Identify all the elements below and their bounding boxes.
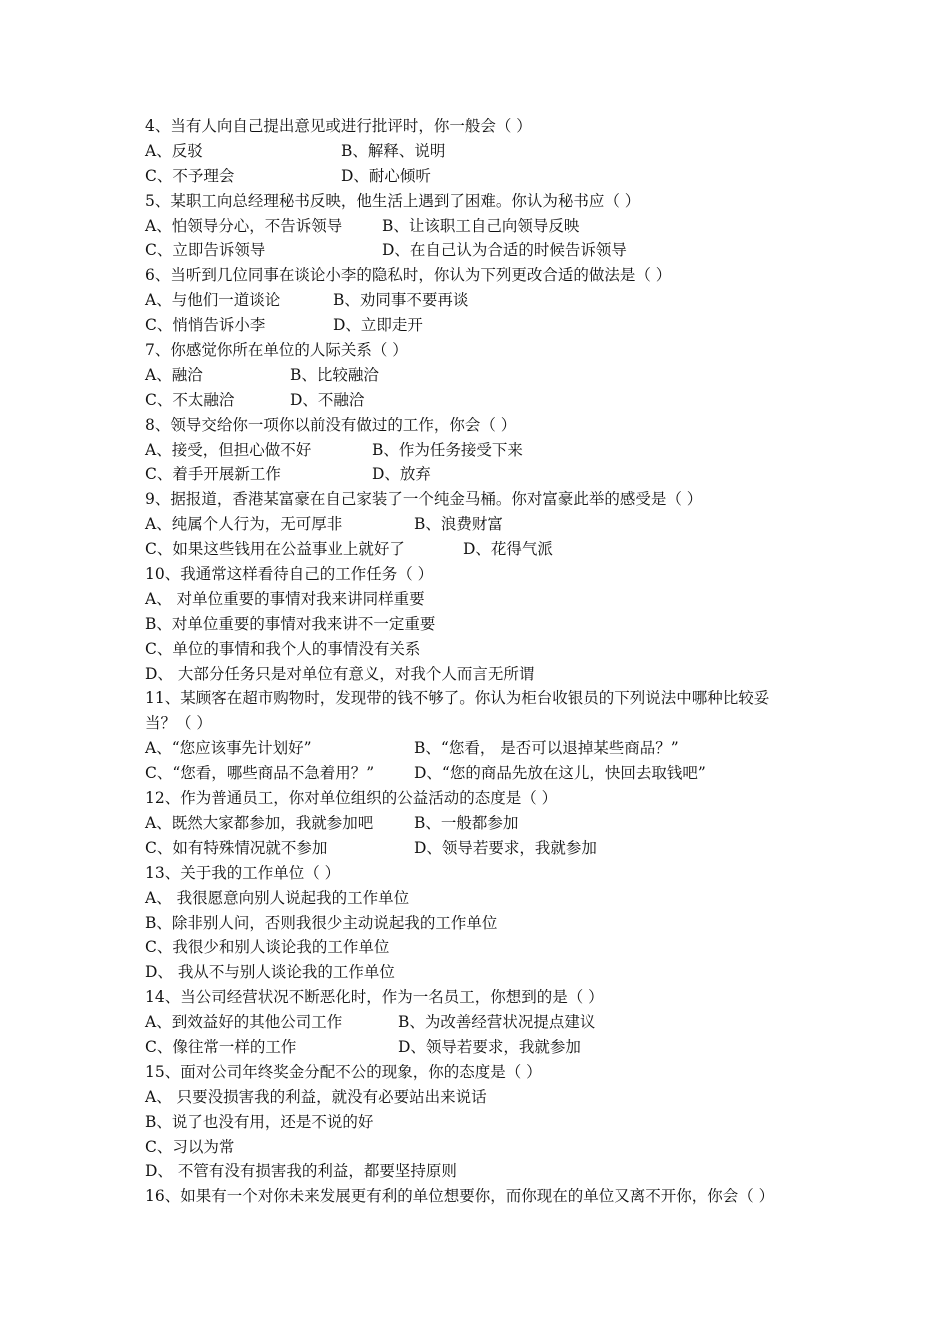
option-b: B、说了也没有用，还是不说的好 [145,1112,374,1131]
option-b: B、对单位重要的事情对我来讲不一定重要 [145,614,436,633]
option-d: D、领导若要求，我就参加 [398,1037,581,1056]
question-4-stem: 4、当有人向自己提出意见或进行批评时，你一般会（ ） [145,117,532,135]
question-11-options-row-2 [145,761,825,786]
question-9-options-row-2 [145,537,825,562]
option-a: A、 只要没损害我的利益，就没有必要站出来说话 [145,1087,487,1106]
option-c: C、如有特殊情况就不参加 [145,838,328,857]
question-4-options-row-1 [145,139,825,164]
option-b: B、解释、说明 [341,141,446,160]
option-b: B、劝同事不要再谈 [333,291,469,310]
option-a: A、纯属个人行为，无可厚非 [145,515,343,534]
question-list [145,114,825,1209]
question-5-options-row-1 [145,214,825,239]
option-a: A、怕领导分心，不告诉领导 [145,216,343,235]
question-11-options-row-1 [145,736,825,761]
question-9-stem: 9、据报道，香港某富豪在自己家装了一个纯金马桶。你对富豪此举的感受是（ ） [145,490,703,509]
question-4-options-row-2 [145,164,825,189]
question-7-options-row-1 [145,363,825,388]
question-16-stem: 16、如果有一个对你未来发展更有利的单位想要你，而你现在的单位又离不开你，你会（ ） [145,1187,775,1206]
option-a: A、与他们一道谈论 [145,291,281,310]
option-a: A、“您应该事先计划好” [145,739,312,758]
option-d: D、花得气派 [463,540,553,559]
option-a: A、既然大家都参加，我就参加吧 [145,813,374,832]
option-c: C、我很少和别人谈论我的工作单位 [145,938,390,957]
question-6-options-row-2 [145,313,825,338]
option-d: D、 我从不与别人谈论我的工作单位 [145,963,395,982]
option-c: C、不予理会 [145,166,235,185]
option-b: B、“您看， 是否可以退掉某些商品？” [414,739,679,758]
question-7-options-row-2 [145,388,825,413]
question-8-options-row-1 [145,438,825,463]
option-c: C、立即告诉领导 [145,241,266,260]
option-c: C、单位的事情和我个人的事情没有关系 [145,639,421,658]
option-d: D、 不管有没有损害我的利益，都要坚持原则 [145,1162,457,1181]
question-9-options-row-1 [145,512,825,537]
question-6-options-row-1 [145,288,825,313]
question-5-stem: 5、某职工向总经理秘书反映，他生活上遇到了困难。你认为秘书应（ ） [145,191,641,210]
question-15-stem: 15、面对公司年终奖金分配不公的现象，你的态度是（ ） [145,1062,542,1081]
option-b: B、浪费财富 [414,515,503,534]
option-d: D、 大部分任务只是对单位有意义，对我个人而言无所谓 [145,664,535,683]
question-12-options-row-1 [145,811,825,836]
option-d: D、在自己认为合适的时候告诉领导 [382,241,627,260]
option-d: D、“您的商品先放在这儿，快回去取钱吧” [414,764,706,783]
option-b: B、比较融洽 [290,365,379,384]
question-14-stem: 14、当公司经营状况不断恶化时，作为一名员工，你想到的是（ ） [145,988,604,1007]
option-a: A、反驳 [145,141,203,160]
option-a: A、接受，但担心做不好 [145,440,312,459]
option-d: D、放弃 [372,465,431,484]
question-7-stem: 7、你感觉你所在单位的人际关系（ ） [145,341,408,360]
option-d: D、不融洽 [290,390,365,409]
question-12-stem: 12、作为普通员工，你对单位组织的公益活动的态度是（ ） [145,789,558,808]
option-c: C、“您看，哪些商品不急着用？” [145,764,375,783]
question-14-options-row-1 [145,1010,825,1035]
option-a: A、到效益好的其他公司工作 [145,1013,343,1032]
option-c: C、如果这些钱用在公益事业上就好了 [145,540,405,559]
question-5-options-row-2 [145,238,825,263]
option-c: C、着手开展新工作 [145,465,281,484]
question-11-stem-continued: 当？（ ） [145,714,212,733]
question-8-stem: 8、领导交给你一项你以前没有做过的工作，你会（ ） [145,415,517,434]
question-13-stem: 13、关于我的工作单位（ ） [145,863,341,882]
question-14-options-row-2 [145,1035,825,1060]
option-b: B、为改善经营状况提点建议 [398,1013,596,1032]
option-d: D、耐心倾听 [341,166,431,185]
question-12-options-row-2 [145,836,825,861]
option-c: C、不太融洽 [145,390,235,409]
question-10-stem: 10、我通常这样看待自己的工作任务（ ） [145,565,434,584]
question-8-options-row-2 [145,462,825,487]
question-6-stem: 6、当听到几位同事在谈论小李的隐私时，你认为下列更改合适的做法是（ ） [145,266,672,285]
option-c: C、像往常一样的工作 [145,1037,297,1056]
option-d: D、领导若要求，我就参加 [414,838,597,857]
option-c: C、习以为常 [145,1137,235,1156]
option-b: B、作为任务接受下来 [372,440,523,459]
option-d: D、立即走开 [333,316,423,335]
option-b: B、除非别人问，否则我很少主动说起我的工作单位 [145,913,498,932]
option-b: B、一般都参加 [414,813,519,832]
option-a: A、 对单位重要的事情对我来讲同样重要 [145,589,425,608]
option-a: A、融洽 [145,365,203,384]
option-c: C、悄悄告诉小李 [145,316,266,335]
option-b: B、让该职工自己向领导反映 [382,216,580,235]
question-11-stem: 11、某顾客在超市购物时，发现带的钱不够了。你认为柜台收银员的下列说法中哪种比较妥 [145,689,770,708]
option-a: A、 我很愿意向别人说起我的工作单位 [145,888,410,907]
